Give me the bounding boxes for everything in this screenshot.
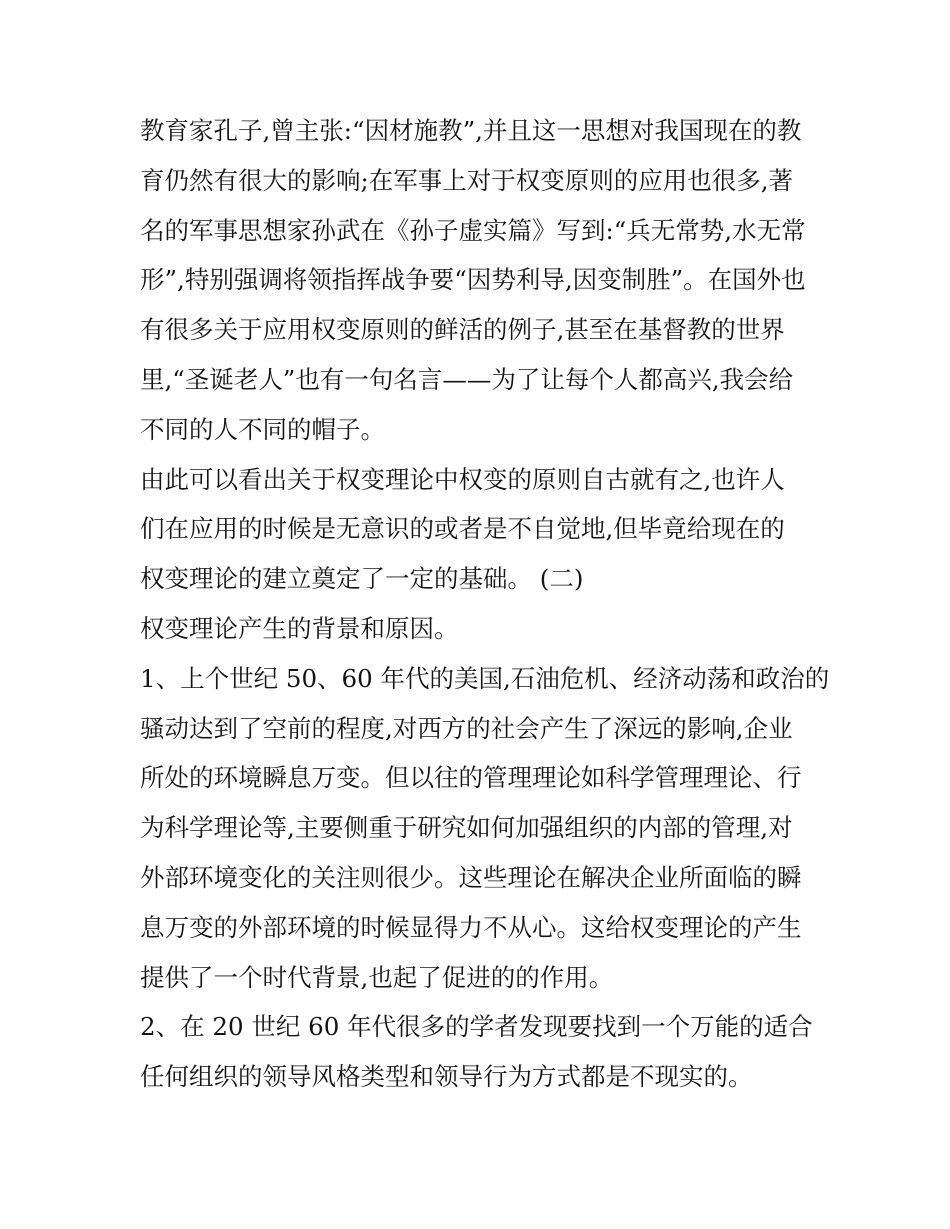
body-text [140,106,830,1102]
text-line: 1、上个世纪 50、60 年代的美国,石油危机、经济动荡和政治的 [140,663,830,693]
section-heading: 权变理论产生的背景和原因。 [140,613,459,643]
text-line: 不同的人不同的帽子。 [140,414,385,444]
text-line: 外部环境变化的关注则很少。这些理论在解决企业所面临的瞬 [140,862,802,892]
text-line: 为科学理论等,主要侧重于研究如何加强组织的内部的管理,对 [140,813,793,843]
text-line: 2、在 20 世纪 60 年代很多的学者发现要找到一个万能的适合 [140,1012,813,1042]
text-line: 骚动达到了空前的程度,对西方的社会产生了深远的影响,企业 [140,713,793,743]
text-line: 提供了一个时代背景,也起了促进的的作用。 [140,962,614,992]
text-line: 里,“圣诞老人”也有一句名言——为了让每个人都高兴,我会给 [140,364,794,394]
text-line: 有很多关于应用权变原则的鲜活的例子,甚至在基督教的世界 [140,315,785,345]
text-line: 任何组织的领导风格类型和领导行为方式都是不现实的。 [140,1062,753,1092]
text-line: 教育家孔子,曾主张:“因材施教”,并且这一思想对我国现在的教 [140,116,802,145]
text-line: 息万变的外部环境的时候显得力不从心。这给权变理论的产生 [140,912,802,942]
text-line: 权变理论的建立奠定了一定的基础。 (二) [140,564,584,594]
text-line: 由此可以看出关于权变理论中权变的原则自古就有之,也许人 [140,464,785,494]
text-line: 名的军事思想家孙武在《孙子虚实篇》写到:“兵无常势,水无常 [140,215,806,245]
text-line: 们在应用的时候是无意识的或者是不自觉地,但毕竟给现在的 [140,514,785,544]
text-line: 育仍然有很大的影响;在军事上对于权变原则的应用也很多,著 [140,165,794,195]
text-line: 形”,特别强调将领指挥战争要“因势利导,因变制胜”。在国外也 [140,265,806,295]
text-line: 所处的环境瞬息万变。但以往的管理理论如科学管理理论、行 [140,763,802,793]
